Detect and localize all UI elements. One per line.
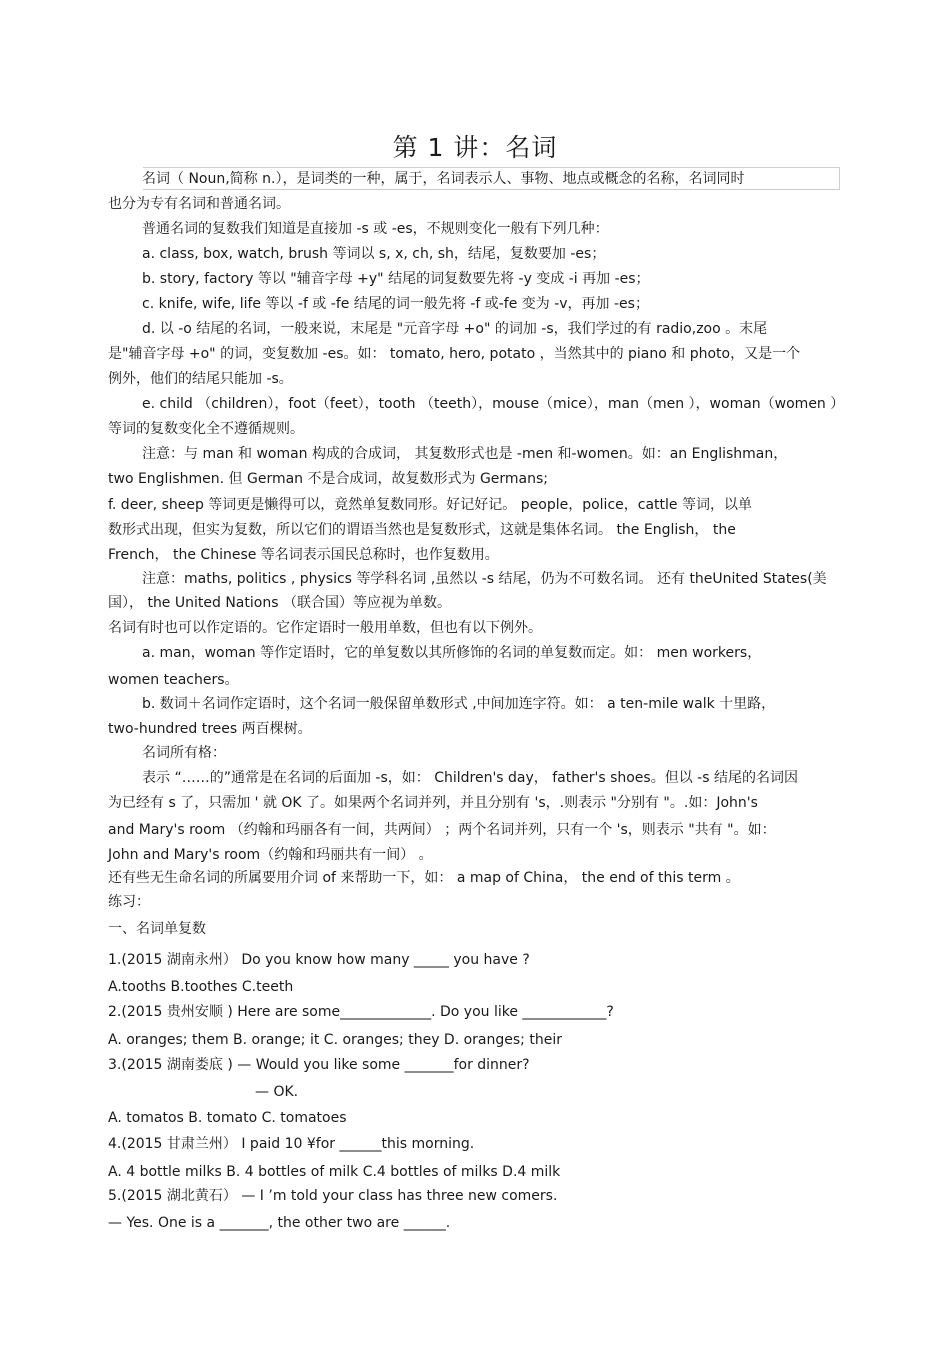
text-line: 是"辅音字母 +o" 的词，变复数加 -es。如： tomato, hero, potato ，当然其中的 piano 和 photo，又是一个: [108, 346, 801, 362]
text-line: 普通名词的复数我们知道是直接加 -s 或 -es，不规则变化一般有下列几种：: [142, 221, 609, 237]
option-line: A. tomatos B. tomato C. tomatoes: [108, 1110, 347, 1126]
text-line: 名词所有格：: [142, 745, 226, 761]
text-line: 名词（ Noun,简称 n.），是词类的一种，属于，名词表示人、事物、地点或概念的名称，名词同时: [142, 171, 745, 187]
text-line: 注意：与 man 和 woman 构成的合成词， 其复数形式也是 -men 和-women。如：an Englishman，: [142, 446, 788, 462]
option-line: A. 4 bottle milks B. 4 bottles of milk C.4 bottles of milks D.4 milk: [108, 1164, 561, 1180]
text-line: 名词有时也可以作定语的。它作定语时一般用单数，但也有以下例外。: [108, 620, 542, 636]
question-line: 2.(2015 贵州安顺 ) Here are some_____________. Do you like ____________?: [108, 1004, 614, 1020]
text-line: a. man，woman 等作定语时，它的单复数以其所修饰的名词的单复数而定。如： men workers，: [142, 645, 762, 661]
text-line: 等词的复数变化全不遵循规则。: [108, 421, 304, 437]
question-line: 5.(2015 湖北黄石） — I ’m told your class has three new comers.: [108, 1188, 558, 1204]
question-line: 4.(2015 甘肃兰州） I paid 10 ¥for ______this morning.: [108, 1136, 475, 1152]
text-line: French， the Chinese 等名词表示国民总称时，也作复数用。: [108, 547, 499, 563]
text-line: 也分为专有名词和普通名词。: [108, 196, 290, 212]
text-line: d. 以 -o 结尾的名词，一般来说，末尾是 "元音字母 +o" 的词加 -s，我们学过的有 radio,zoo 。末尾: [142, 321, 768, 337]
text-line: two-hundred trees 两百棵树。: [108, 721, 312, 737]
option-line: A.tooths B.toothes C.teeth: [108, 979, 294, 995]
option-line: A. oranges; them B. orange; it C. oranges; they D. oranges; their: [108, 1032, 562, 1048]
text-line: a. class, box, watch, brush 等词以 s, x, ch, sh，结尾，复数要加 -es；: [142, 246, 606, 262]
text-line: 注意：maths, politics , physics 等学科名词 ,虽然以 -s 结尾，仍为不可数名词。 还有 theUnited States(美: [142, 571, 827, 587]
text-line: 为已经有 s 了，只需加 ' 就 OK 了。如果两个名词并列，并且分别有 's，.则表示 "分别有 "。.如：John's: [108, 795, 758, 811]
text-line: e. child （children），foot（feet），tooth （teeth），mouse（mice），man（men ），woman（women ）: [142, 396, 845, 412]
question-line: 3.(2015 湖南娄底 ) — Would you like some _______for dinner?: [108, 1057, 530, 1073]
text-line: 一、名词单复数: [108, 921, 206, 937]
text-line: and Mary's room （约翰和玛丽各有一间，共两间） ；两个名词并列，只有一个 's，则表示 "共有 "。如：: [108, 822, 776, 838]
text-line: c. knife, wife, life 等以 -f 或 -fe 结尾的词一般先将 -f 或-fe 变为 -v，再加 -es；: [142, 296, 649, 312]
question-line: 1.(2015 湖南永州） Do you know how many _____ you have ?: [108, 952, 530, 968]
text-line: f. deer, sheep 等词更是懒得可以，竟然单复数同形。好记好记。 people，police，cattle 等词，以单: [108, 497, 752, 513]
text-line: 例外，他们的结尾只能加 -s。: [108, 371, 293, 387]
dialogue-line: — OK.: [255, 1084, 299, 1100]
text-line: 表示 “……的”通常是在名词的后面加 -s，如： Children's day， father's shoes。但以 -s 结尾的名词因: [142, 770, 798, 786]
text-line: 数形式出现，但实为复数，所以它们的谓语当然也是复数形式，这就是集体名词。 the English， the: [108, 522, 736, 538]
text-line: b. 数词＋名词作定语时，这个名词一般保留单数形式 ,中间加连字符。如： a ten-mile walk 十里路，: [142, 696, 776, 712]
dialogue-line: — Yes. One is a _______, the other two are ______.: [108, 1215, 451, 1231]
text-line: John and Mary's room（约翰和玛丽共有一间） 。: [108, 847, 433, 863]
text-line: 练习：: [108, 894, 150, 910]
text-line: 还有些无生命名词的所属要用介词 of 来帮助一下，如： a map of China， the end of this term 。: [108, 870, 740, 886]
page-title: 第 1 讲：名词: [392, 133, 558, 162]
text-line: two Englishmen. 但 German 不是合成词，故复数形式为 Germans;: [108, 471, 549, 487]
text-line: b. story, factory 等以 "辅音字母 +y" 结尾的词复数要先将 -y 变成 -i 再加 -es；: [142, 271, 650, 287]
text-line: 国）， the United Nations （联合国）等应视为单数。: [108, 595, 451, 611]
text-line: women teachers。: [108, 672, 239, 688]
